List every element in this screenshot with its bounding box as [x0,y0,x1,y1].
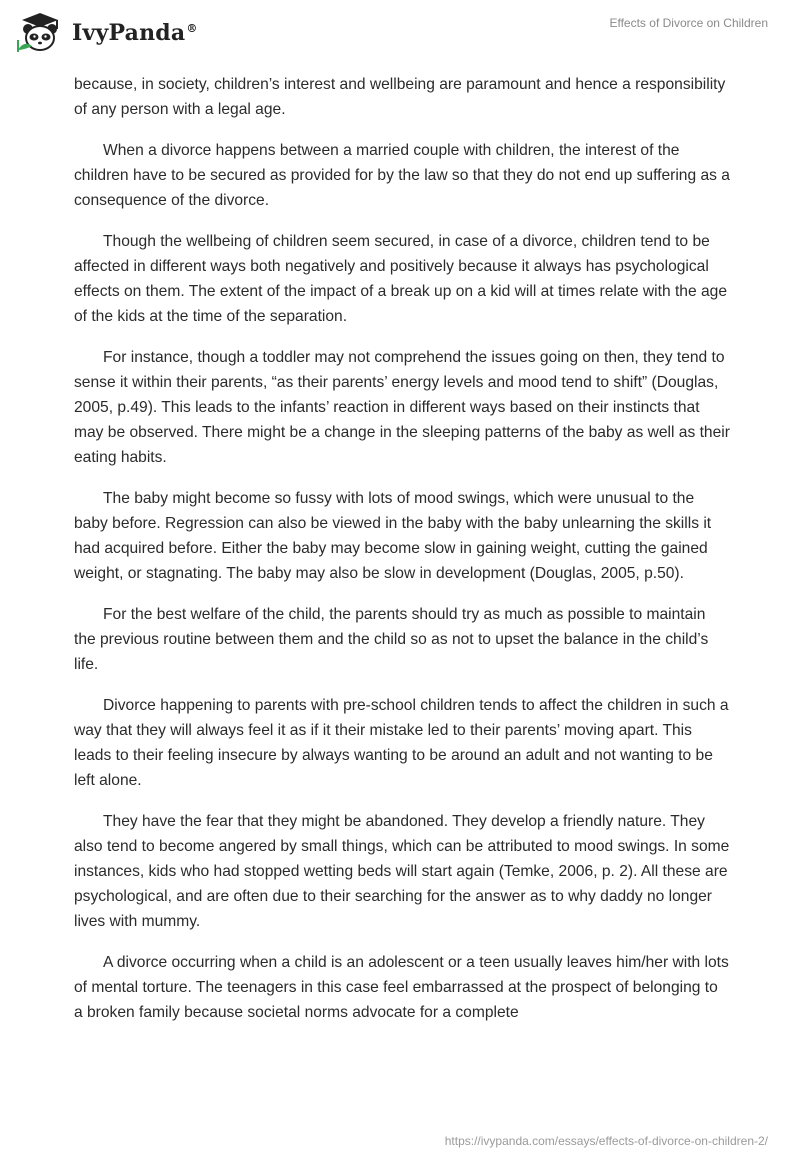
paragraph: When a divorce happens between a married couple with children, the interest of the children have to be secured as provided for by the law so that they do not end up suffering as a consequence of the divorce. [74,142,730,209]
brand-name: IvyPanda® [72,20,198,46]
paragraph-continuation: because, in society, children’s interest and wellbeing are paramount and hence a responsibility of any person with a legal age. [74,76,726,118]
document-title: Effects of Divorce on Children [609,16,768,30]
page-header [0,0,800,70]
paragraph: They have the fear that they might be abandoned. They develop a friendly nature. They also tend to become angered by small things, which can be attributed to mood swings. In some instances, kids who had stopped wetting beds will start again (Temke, 2006, p. 2). All these are psychological, and are often due to their searching for the answer as to why daddy no longer lives with mummy. [74,813,730,930]
paragraph: For instance, though a toddler may not comprehend the issues going on then, they tend to sense it within their parents, “as their parents’ energy levels and mood tend to shift” (Douglas, 2005, p.49). This leads to the infants’ reaction in different ways based on their instincts that may be observed. There might be a change in the sleeping patterns of the baby as well as their eating habits. [74,349,730,466]
ivypanda-logo[interactable] [14,10,198,54]
paragraph: Though the wellbeing of children seem secured, in case of a divorce, children tend to be affected in different ways both negatively and positively because it always has psychological effects on them. The extent of the impact of a break up on a kid will at times relate with the age of the kids at the time of the separation. [74,233,727,325]
paragraph: For the best welfare of the child, the parents should try as much as possible to maintain the previous routine between them and the child so as not to upset the balance in the child’s life. [74,606,709,673]
paragraph: A divorce occurring when a child is an adolescent or a teen usually leaves him/her with lots of mental torture. The teenagers in this case feel embarrassed at the prospect of belonging to a broken family because societal norms advocate for a complete [74,954,729,1021]
source-url[interactable]: https://ivypanda.com/essays/effects-of-divorce-on-children-2/ [444,1134,768,1148]
paragraph: The baby might become so fussy with lots of mood swings, which were unusual to the baby before. Regression can also be viewed in the baby with the baby unlearning the skills it had acquired before. Either the baby may become slow in gaining weight, cutting the gained weight, or stagnating. The baby may also be slow in development (Douglas, 2005, p.50). [74,490,712,582]
essay-body [74,72,730,1041]
panda-graduation-cap-icon [14,10,66,54]
paragraph: Divorce happening to parents with pre-school children tends to affect the children in such a way that they will always feel it as if it their mistake led to their parents’ moving apart. This leads to their feeling insecure by always wanting to be around an adult and not wanting to be left alone. [74,697,729,789]
registered-mark: ® [186,21,198,35]
